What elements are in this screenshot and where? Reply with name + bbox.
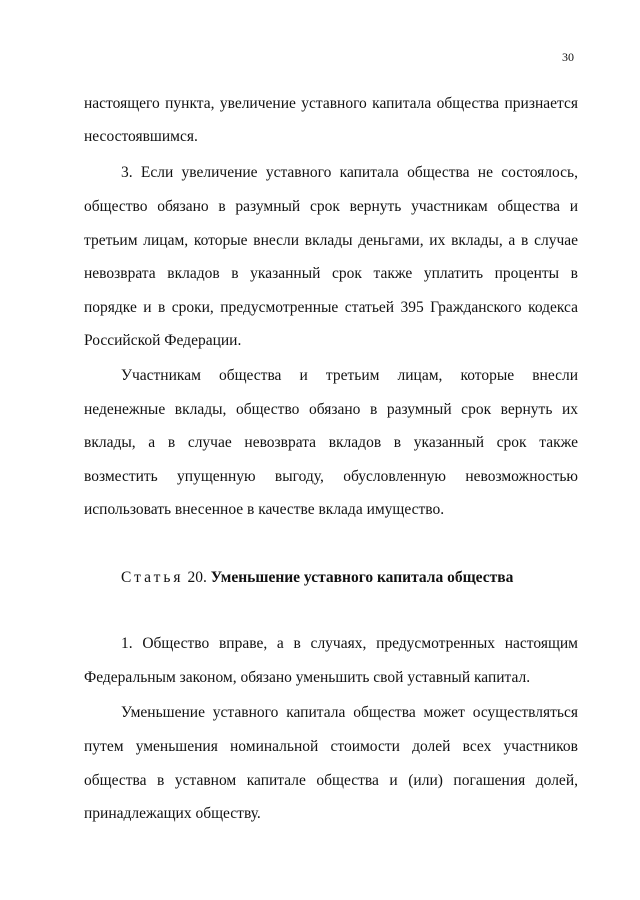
text-line: третьим лицам, которые внесли вклады деньгами, их вклады, а в случае xyxy=(84,232,578,249)
text-line: использовать внесенное в качестве вклада имущество. xyxy=(84,501,445,518)
text-line: неденежные вклады, общество обязано в разумный срок вернуть их xyxy=(84,401,578,418)
text-line: путем уменьшения номинальной стоимости долей всех участников xyxy=(84,738,578,755)
text-line: невозврата вкладов в указанный срок также уплатить проценты в xyxy=(84,265,578,282)
text-line: 3. Если увеличение уставного капитала общества не состоялось, xyxy=(121,164,578,181)
text-line: возместить упущенную выгоду, обусловленную невозможностью xyxy=(84,468,578,485)
page-number: 30 xyxy=(562,50,574,64)
text-line: принадлежащих обществу. xyxy=(84,805,261,822)
text-line: Федеральным законом, обязано уменьшить свой уставный капитал. xyxy=(84,669,531,686)
text-line: общества в уставном капитале общества и (или) погашения долей, xyxy=(84,772,578,789)
article-title: Уменьшение уставного капитала общества xyxy=(210,569,514,586)
article-heading xyxy=(121,569,578,587)
article-number: 20. xyxy=(187,569,207,586)
text-line: общество обязано в разумный срок вернуть участникам общества и xyxy=(84,198,578,215)
text-line: порядке и в сроки, предусмотренные статьей 395 Гражданского кодекса xyxy=(84,299,578,316)
article-prefix: Статья xyxy=(121,569,184,586)
text-line: Участникам общества и третьим лицам, которые внесли xyxy=(121,367,578,384)
text-line: вклады, а в случае невозврата вкладов в указанный срок также xyxy=(84,434,578,451)
text-line: несостоявшимся. xyxy=(84,128,198,145)
text-line: настоящего пункта, увеличение уставного капитала общества признается xyxy=(84,95,578,112)
text-line: 1. Общество вправе, а в случаях, предусмотренных настоящим xyxy=(121,635,578,652)
text-line: Российской Федерации. xyxy=(84,332,242,349)
text-line: Уменьшение уставного капитала общества может осуществляться xyxy=(121,704,578,721)
